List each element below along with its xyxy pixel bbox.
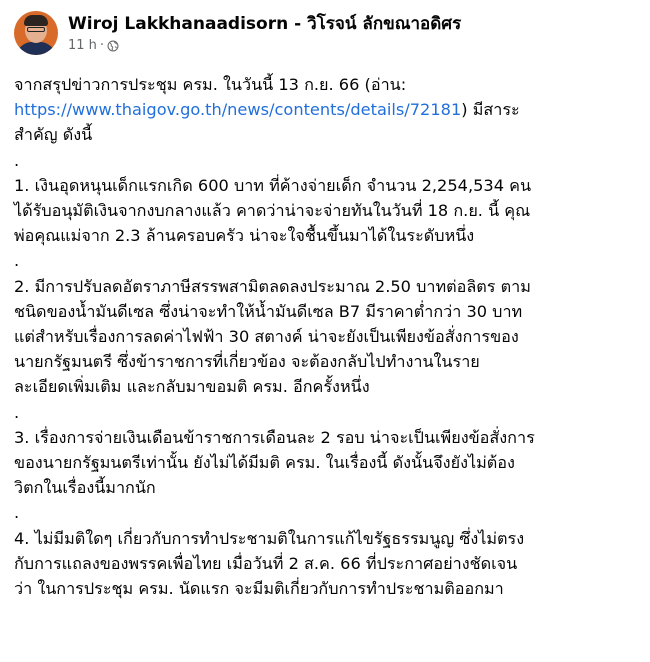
item-4-paragraph <box>14 526 636 602</box>
intro-after-link: ) มีสาระ <box>461 100 520 120</box>
item-line: ละเอียดเพิ่มเติม และกลับมาขอมติ ครม. อีกครั้งหนึ่ง <box>14 377 370 397</box>
item-line: ชนิดของน้ำมันดีเซล ซึ่งน่าจะทำให้น้ำมันดีเซล B7 มีราคาต่ำกว่า 30 บาท <box>14 301 523 321</box>
post-header <box>14 10 636 70</box>
item-line: พ่อคุณแม่จาก 2.3 ล้านครอบครัว น่าจะใจชื้นขึ้นมาได้ในระดับหนึ่ง <box>14 226 475 246</box>
item-line: 2. มีการปรับลดอัตราภาษีสรรพสามิตลดลงประมาณ 2.50 บาทต่อลิตร ตาม <box>14 276 531 296</box>
item-3-paragraph <box>14 425 636 501</box>
separator-dot: . <box>14 251 20 271</box>
item-line: ว่า ในการประชุม ครม. นัดแรก จะมีมติเกี่ยวกับการทำประชามติออกมา <box>14 579 504 598</box>
globe-icon[interactable] <box>107 40 119 52</box>
item-line: กับการแถลงของพรรคเพื่อไทย เมื่อวันที่ 2 ส.ค. 66 ที่ประกาศอย่างชัดเจน <box>14 553 518 573</box>
intro-text: จากสรุปข่าวการประชุม ครม. ในวันนี้ 13 ก.ย. 66 (อ่าน: <box>14 75 407 94</box>
item-2-paragraph <box>14 274 636 400</box>
item-line: วิตกในเรื่องนี้มากนัก <box>14 478 156 498</box>
post-timestamp[interactable]: 11 h <box>68 38 97 53</box>
separator-dot: . <box>14 503 20 523</box>
separator-dot: . <box>14 402 20 422</box>
avatar-hair <box>24 15 48 26</box>
intro-link-line <box>14 97 636 122</box>
separator-dot: . <box>14 150 20 170</box>
item-line: ได้รับอนุมัติเงินจากงบกลางแล้ว คาดว่าน่าจะจ่ายทันในวันที่ 18 ก.ย. นี้ คุณ <box>14 201 531 220</box>
intro-line-3: สำคัญ ดังนี้ <box>14 125 93 145</box>
thaigov-link[interactable]: https://www.thaigov.go.th/news/contents/details/72181 <box>14 100 462 120</box>
item-1-paragraph <box>14 173 636 249</box>
author-avatar[interactable] <box>14 11 58 55</box>
author-name[interactable]: Wiroj Lakkhanaadisorn - วิโรจน์ ลักขณาอดิศร <box>68 14 462 34</box>
item-line: 4. ไม่มีมติใดๆ เกี่ยวกับการทำประชามติในการแก้ไขรัฐธรรมนูญ ซึ่งไม่ตรง <box>14 528 525 548</box>
post-subline <box>68 37 461 55</box>
meta-separator: · <box>99 38 105 53</box>
avatar-shirt <box>16 42 56 55</box>
item-line: 1. เงินอุดหนุนเด็กแรกเกิด 600 บาท ที่ค้างจ่ายเด็ก จำนวน 2,254,534 คน <box>14 175 532 195</box>
intro-line <box>14 72 636 97</box>
item-line: แต่สำหรับเรื่องการลดค่าไฟฟ้า 30 สตางค์ น่าจะยังเป็นเพียงข้อสั่งการของ <box>14 327 519 346</box>
item-line: ของนายกรัฐมนตรีเท่านั้น ยังไม่ได้มีมติ ครม. ในเรื่องนี้ ดังนั้นจึงยังไม่ต้อง <box>14 453 515 472</box>
item-line: นายกรัฐมนตรี ซึ่งข้าราชการที่เกี่ยวข้อง จะต้องกลับไปทำงานในราย <box>14 352 480 372</box>
item-line: 3. เรื่องการจ่ายเงินเดือนข้าราชการเดือนละ 2 รอบ น่าจะเป็นเพียงข้อสั่งการ <box>14 427 535 447</box>
post-body <box>14 72 636 601</box>
post-meta <box>68 13 461 55</box>
avatar-glasses <box>27 27 45 32</box>
